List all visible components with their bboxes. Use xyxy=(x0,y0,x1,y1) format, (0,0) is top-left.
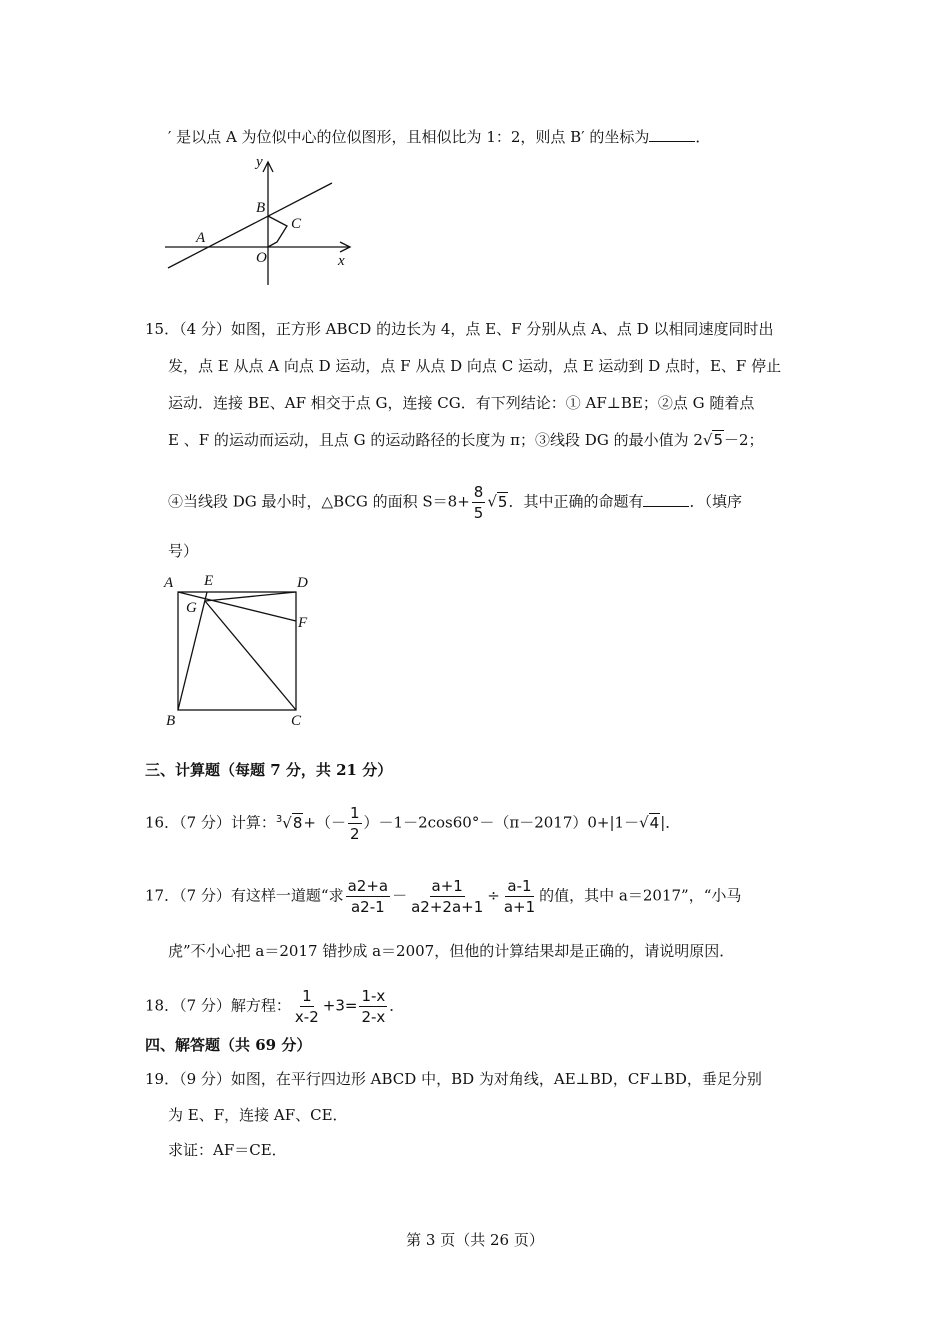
q15-square-figure xyxy=(160,570,320,735)
question-score: （7 分） xyxy=(179,813,231,832)
label-a: A xyxy=(164,575,174,591)
fraction xyxy=(359,986,387,1027)
label-g: G xyxy=(186,600,197,616)
line-ab xyxy=(168,183,332,268)
page-footer: 第 3 页（共 26 页） xyxy=(406,1231,544,1249)
q16-prefix: 计算： xyxy=(230,813,276,832)
q15-text-4b: －2； xyxy=(724,431,764,449)
section-4-title: 四、解答题（共 69 分） xyxy=(145,1036,312,1054)
q17-line-2: 虎”不小心把 a＝2017 错抄成 a＝2007，但他的计算结果却是正确的，请说明原因． xyxy=(168,942,735,960)
label-b: B xyxy=(166,713,176,729)
question-number: 19． xyxy=(145,1070,180,1088)
q15-line-5 xyxy=(168,482,742,523)
q15-text-5b: ．其中正确的命题有 xyxy=(508,492,644,511)
fraction-denominator: 2-x xyxy=(361,1008,386,1026)
q14-text-line: ′ 是以点 A 为位似中心的位似图形，且相似比为 1：2，则点 B′ 的坐标为 ． xyxy=(168,128,711,146)
sqrt-expression: √4 xyxy=(639,813,660,832)
q15-text-4a: E 、F 的运动而运动，且点 G 的运动路径的长度为 π；③线段 DG 的最小值为 2 xyxy=(168,431,703,449)
fraction-numerator: 1-x xyxy=(361,987,386,1005)
sqrt-radicand: 4 xyxy=(649,813,660,832)
fraction-denominator: x-2 xyxy=(294,1008,319,1026)
q18-prefix: 解方程： xyxy=(230,996,291,1015)
fraction-denominator: 5 xyxy=(473,504,484,522)
label-y: y xyxy=(256,154,263,170)
q17-line-1 xyxy=(145,876,741,917)
question-number: 16． xyxy=(145,813,180,832)
answer-blank xyxy=(649,127,695,142)
root-radicand: 8 xyxy=(292,813,303,832)
q19-line-3: 求证：AF＝CE． xyxy=(168,1141,287,1159)
q19-line-1 xyxy=(145,1068,762,1090)
fraction-numerator: 1 xyxy=(349,804,360,822)
fraction-denominator: a2-1 xyxy=(350,898,385,916)
label-a: A xyxy=(196,230,206,246)
sqrt-radicand: 5 xyxy=(497,492,508,511)
q15-line-4 xyxy=(168,429,764,451)
question-score: （4 分） xyxy=(179,320,231,338)
q16-text-end: |． xyxy=(660,813,681,832)
q16-line xyxy=(145,803,680,844)
q17-suffix: 的值，其中 a＝2017”，“小马 xyxy=(539,886,742,905)
q18-line xyxy=(145,986,404,1027)
segment-gd xyxy=(205,592,296,601)
sqrt-expression: √5 xyxy=(702,431,724,449)
question-score: （9 分） xyxy=(179,1070,231,1088)
label-d: D xyxy=(297,575,308,591)
operator: － xyxy=(392,886,408,905)
q14-text: ′ 是以点 A 为位似中心的位似图形，且相似比为 1：2，则点 B′ 的坐标为 xyxy=(168,128,650,146)
q16-text: +（－ xyxy=(303,813,346,832)
sqrt-radicand: 5 xyxy=(713,431,724,449)
operator: ÷ xyxy=(487,886,500,905)
fraction-denominator: 2 xyxy=(349,825,360,843)
label-f: F xyxy=(298,615,308,631)
q17-prefix: 有这样一道题“求 xyxy=(230,886,344,905)
question-number: 15． xyxy=(145,320,180,338)
fraction-numerator: a2+a xyxy=(347,877,389,895)
fraction-numerator: a+1 xyxy=(431,877,463,895)
question-score: （7 分） xyxy=(179,996,231,1015)
label-e: E xyxy=(204,573,214,589)
segment-bc-co xyxy=(268,216,287,247)
q15-text-5c: ．（填序 xyxy=(689,492,742,511)
fraction xyxy=(348,803,362,844)
fraction xyxy=(293,986,321,1027)
q15-line-6: 号） xyxy=(168,542,199,560)
fraction-numerator: a-1 xyxy=(507,877,532,895)
section-3-title: 三、计算题（每题 7 分，共 21 分） xyxy=(145,761,393,779)
fraction-denominator: a2+2a+1 xyxy=(411,898,484,916)
q15-line-3: 运动．连接 BE、AF 相交于点 G，连接 CG．有下列结论：① AF⊥BE；②点 G 随着点 xyxy=(168,394,755,412)
q15-line-1 xyxy=(145,318,773,340)
label-o: O xyxy=(256,250,267,266)
fraction xyxy=(409,876,485,917)
q18-end: ． xyxy=(389,996,405,1015)
label-c: C xyxy=(291,216,302,232)
root-index: 3 xyxy=(275,813,283,825)
fraction-denominator: a+1 xyxy=(503,898,536,916)
fraction-numerator: 1 xyxy=(302,987,312,1005)
label-c: C xyxy=(291,713,302,729)
question-number: 18． xyxy=(145,996,180,1015)
q18-mid: +3= xyxy=(322,996,358,1015)
fraction xyxy=(502,876,537,917)
fraction-numerator: 8 xyxy=(473,483,484,501)
answer-blank xyxy=(643,492,689,507)
q15-text-1: 如图，正方形 ABCD 的边长为 4，点 E、F 分别从点 A、点 D 以相同速度同时出 xyxy=(230,320,774,338)
sqrt-expression: √5 xyxy=(487,492,508,511)
q19-line-2: 为 E、F，连接 AF、CE． xyxy=(168,1106,348,1124)
question-number: 17． xyxy=(145,886,180,905)
q14-coordinate-figure xyxy=(160,150,360,290)
label-b: B xyxy=(256,200,266,216)
fraction xyxy=(346,876,391,917)
cube-root-expression: $^3$√8 xyxy=(275,813,303,832)
q15-line-2: 发，点 E 从点 A 向点 D 运动，点 F 从点 D 向点 C 运动，点 E 运动到 D 点时，E、F 停止 xyxy=(168,357,782,375)
label-x: x xyxy=(338,253,345,269)
question-score: （7 分） xyxy=(179,886,231,905)
q19-text-1: 如图，在平行四边形 ABCD 中，BD 为对角线，AE⊥BD，CF⊥BD，垂足分别 xyxy=(230,1070,762,1088)
fraction xyxy=(472,482,486,523)
q16-text-rest: ）－1－2cos60°－（π－2017）0+|1－ xyxy=(363,813,640,832)
q15-text-5a: ④当线段 DG 最小时，△BCG 的面积 S＝8+ xyxy=(168,492,470,511)
